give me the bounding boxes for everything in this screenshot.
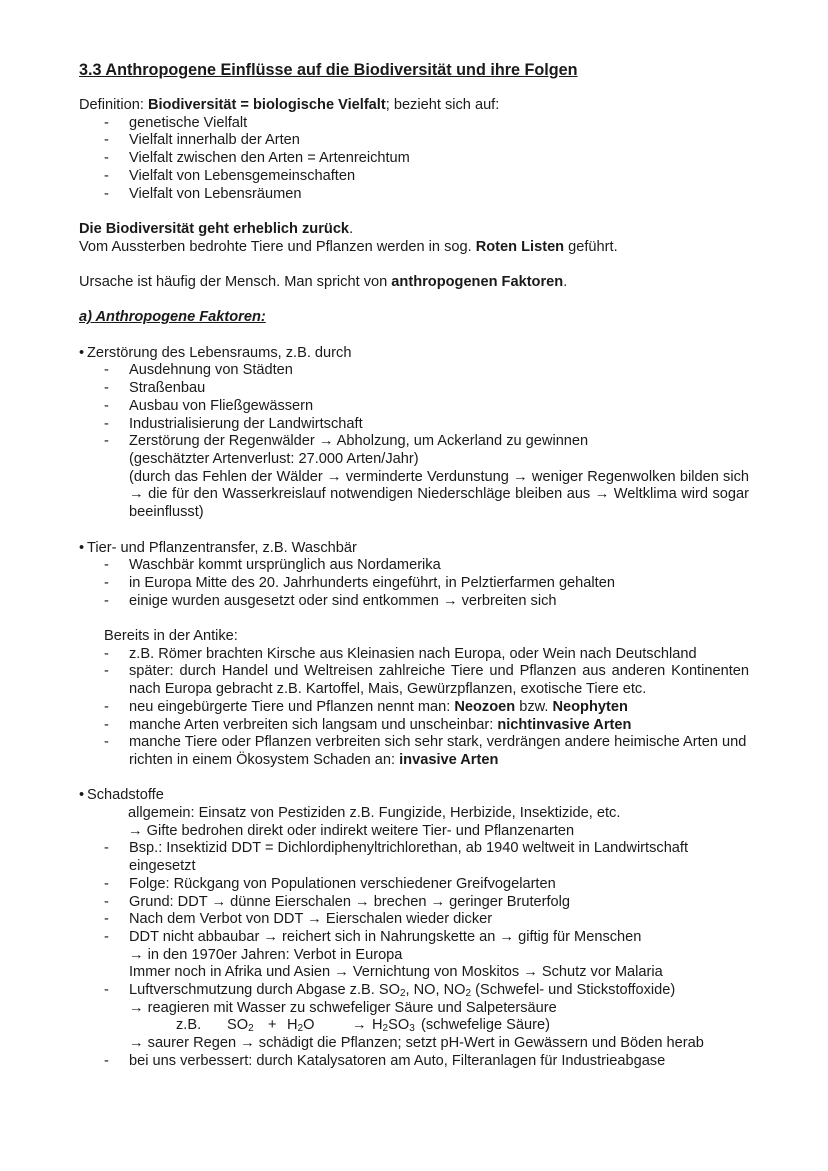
section-a-heading: a) Anthropogene Faktoren: xyxy=(79,309,266,326)
list-item: - Vielfalt von Lebensräumen xyxy=(79,186,751,204)
habitat-destruction-block xyxy=(79,345,751,522)
pollutants-heading-text: Schadstoffe xyxy=(87,787,164,804)
term-neozoen: Neozoen xyxy=(454,698,516,715)
list-item xyxy=(79,982,751,1053)
list-item: - Vielfalt innerhalb der Arten xyxy=(79,132,751,150)
definition-list xyxy=(79,115,751,204)
red-list-prefix: Vom Aussterben bedrohte Tiere und Pflanzen werden in sog. xyxy=(79,238,476,255)
acid-rain-line: → saurer Regen → schädigt die Pflanzen; setzt pH-Wert in Gewässern und Böden herab xyxy=(129,1035,704,1052)
subscript: 2 xyxy=(399,988,406,1000)
list-item: - Grund: DDT → dünne Eierschalen → brechen → geringer Bruterfolg xyxy=(79,894,751,912)
definition-prefix: Definition: xyxy=(79,97,148,113)
habitat-heading-text: Zerstörung des Lebensraums, z.B. durch xyxy=(87,344,352,361)
list-item: - Waschbär kommt ursprünglich aus Nordamerika xyxy=(79,557,751,575)
list-item xyxy=(79,663,751,698)
subscript: 2 xyxy=(248,1023,254,1035)
list-item: - in Europa Mitte des 20. Jahrhunderts eingeführt, in Pelztierfarmen gehalten xyxy=(79,575,751,593)
neozoen-prefix: neu eingebürgerte Tiere und Pflanzen nennt man: xyxy=(129,698,455,715)
transfer-list xyxy=(79,557,751,610)
eq-h: H xyxy=(287,1017,298,1034)
bullet-icon: • xyxy=(79,344,85,361)
bullet-icon: • xyxy=(79,787,85,804)
antiquity-heading: Bereits in der Antike: xyxy=(104,628,238,644)
ddt-ban-line: → in den 1970er Jahren: Verbot in Europa xyxy=(129,946,403,963)
definition-suffix: ; bezieht sich auf: xyxy=(385,97,500,113)
air-text-b: , NO, NO xyxy=(405,982,466,999)
eq-arrow-icon: → xyxy=(352,1017,367,1034)
trade-text: - später: durch Handel und Weltreisen zahlreiche Tiere und Pflanzen aus anderen Kontinenten nach Europa gebracht z.B. Kartoffel, Mais, Gewürzpflanzen, exotische Tiere etc. xyxy=(129,663,749,698)
noninvasive-prefix: manche Arten verbreiten sich langsam und unscheinbar: xyxy=(129,716,498,733)
list-item: - genetische Vielfalt xyxy=(79,115,751,133)
cause-term: anthropogenen Faktoren xyxy=(391,274,564,290)
ddt-malaria-line: Immer noch in Afrika und Asien → Vernichtung von Moskitos → Schutz vor Malaria xyxy=(129,964,663,981)
eq-h2: H xyxy=(372,1017,383,1034)
eq-so2 xyxy=(227,1017,268,1035)
ddt-not-degradable-line: - DDT nicht abbaubar → reichert sich in Nahrungskette an → giftig für Menschen xyxy=(129,928,642,945)
list-item: - z.B. Römer brachten Kirsche aus Kleinasien nach Europa, oder Wein nach Deutschland xyxy=(79,646,751,664)
bullet-icon: • xyxy=(79,539,85,556)
term-neophyten: Neophyten xyxy=(552,698,628,715)
period: . xyxy=(349,220,354,237)
eq-so3: SO xyxy=(388,1017,410,1034)
eq-zb: z.B. xyxy=(176,1017,202,1034)
rainforest-line: - Zerstörung der Regenwälder → Abholzung, um Ackerland zu gewinnen xyxy=(129,433,589,450)
species-loss-line: (geschätzter Artenverlust: 27.000 Arten/Jahr) xyxy=(129,451,419,467)
definition-term: Biodiversität = biologische Vielfalt xyxy=(147,97,386,113)
species-transfer-block xyxy=(79,540,751,770)
red-list-term: Roten Listen xyxy=(475,238,565,255)
decline-statement xyxy=(79,221,751,239)
ddt-example-text: - Bsp.: Insektizid DDT = Dichlordiphenyltrichlorethan, ab 1940 weltweit in Landwirtschaft eingesetzt xyxy=(129,840,689,875)
pollutants-block xyxy=(79,787,751,1070)
term-invasive: invasive Arten xyxy=(399,751,499,768)
list-item: - Straßenbau xyxy=(79,380,751,398)
invasive-text xyxy=(129,734,749,769)
list-item xyxy=(79,840,751,875)
list-item xyxy=(79,699,751,717)
subscript: 2 xyxy=(297,1023,304,1035)
list-item: - einige wurden ausgesetzt oder sind entkommen → verbreiten sich xyxy=(79,593,751,611)
subscript: 2 xyxy=(465,988,472,1000)
habitat-list xyxy=(79,362,751,521)
red-list-suffix: geführt. xyxy=(564,238,618,255)
list-item xyxy=(79,734,751,769)
eq-plus: + xyxy=(268,1017,277,1034)
subscript: 3 xyxy=(409,1023,415,1035)
definition-block xyxy=(79,97,751,203)
chemical-equation xyxy=(129,1017,751,1035)
pollutants-heading xyxy=(79,787,751,805)
red-list-statement xyxy=(79,239,751,257)
transfer-heading xyxy=(79,540,751,558)
cause-statement xyxy=(79,274,751,292)
antiquity-list xyxy=(79,646,751,770)
term-noninvasive: nichtinvasive Arten xyxy=(497,716,632,733)
subscript: 2 xyxy=(382,1023,389,1035)
climate-effect-text: (durch das Fehlen der Wälder → verminderte Verdunstung → weniger Regenwolken bilden sich → die für den Wasserkreislauf notwendigen Niederschläge bleiben aus → Weltklima wird sogar beeinflusst) xyxy=(129,468,749,521)
eq-note: (schwefelige Säure) xyxy=(421,1017,550,1034)
list-item: - bei uns verbessert: durch Katalysatoren am Auto, Filteranlagen für Industrieabgase xyxy=(79,1053,751,1071)
eq-h2so3 xyxy=(372,1017,421,1035)
list-item: - Nach dem Verbot von DDT → Eierschalen wieder dicker xyxy=(79,911,751,929)
air-text-a: Luftverschmutzung durch Abgase z.B. SO xyxy=(129,982,400,999)
list-item: - Folge: Rückgang von Populationen verschiedener Greifvogelarten xyxy=(79,876,751,894)
transfer-heading-text: Tier- und Pflanzentransfer, z.B. Waschbär xyxy=(87,539,357,556)
eq-h2o xyxy=(287,1017,352,1035)
list-item: - Vielfalt zwischen den Arten = Artenreichtum xyxy=(79,150,751,168)
list-item-rainforest xyxy=(79,433,751,522)
document-page xyxy=(79,60,751,1071)
bzw: bzw. xyxy=(515,698,553,715)
habitat-heading xyxy=(79,345,751,363)
definition-line xyxy=(79,97,751,115)
acid-formation-line: → reagieren mit Wasser zu schwefeliger Säure und Salpetersäure xyxy=(129,999,557,1016)
list-item: - Ausbau von Fließgewässern xyxy=(79,398,751,416)
list-item: - Vielfalt von Lebensgemeinschaften xyxy=(79,168,751,186)
toxins-line: → Gifte bedrohen direkt oder indirekt weitere Tier- und Pflanzenarten xyxy=(128,822,575,839)
list-item xyxy=(79,929,751,982)
list-item: - Ausdehnung von Städten xyxy=(79,362,751,380)
decline-bold: Die Biodiversität geht erheblich zurück xyxy=(79,220,350,237)
air-text-c: (Schwefel- und Stickstoffoxide) xyxy=(471,982,676,999)
list-item xyxy=(79,717,751,735)
pollutants-list xyxy=(79,840,751,1070)
air-pollution-line xyxy=(129,982,751,1000)
eq-o: O xyxy=(303,1017,315,1034)
page-title: 3.3 Anthropogene Einflüsse auf die Biodiversität und ihre Folgen xyxy=(79,61,578,79)
eq-so: SO xyxy=(227,1017,249,1034)
cause-prefix: Ursache ist häufig der Mensch. Man spricht von xyxy=(79,274,392,290)
cause-suffix: . xyxy=(563,274,568,290)
invasive-prefix: manche Tiere oder Pflanzen verbreiten sich sehr stark, verdrängen andere heimische Arten und richten in einem Ökosystem Schaden an: xyxy=(129,734,747,768)
pesticides-line: allgemein: Einsatz von Pestiziden z.B. Fungizide, Herbizide, Insektizide, etc. xyxy=(128,805,621,822)
list-item: - Industrialisierung der Landwirtschaft xyxy=(79,416,751,434)
